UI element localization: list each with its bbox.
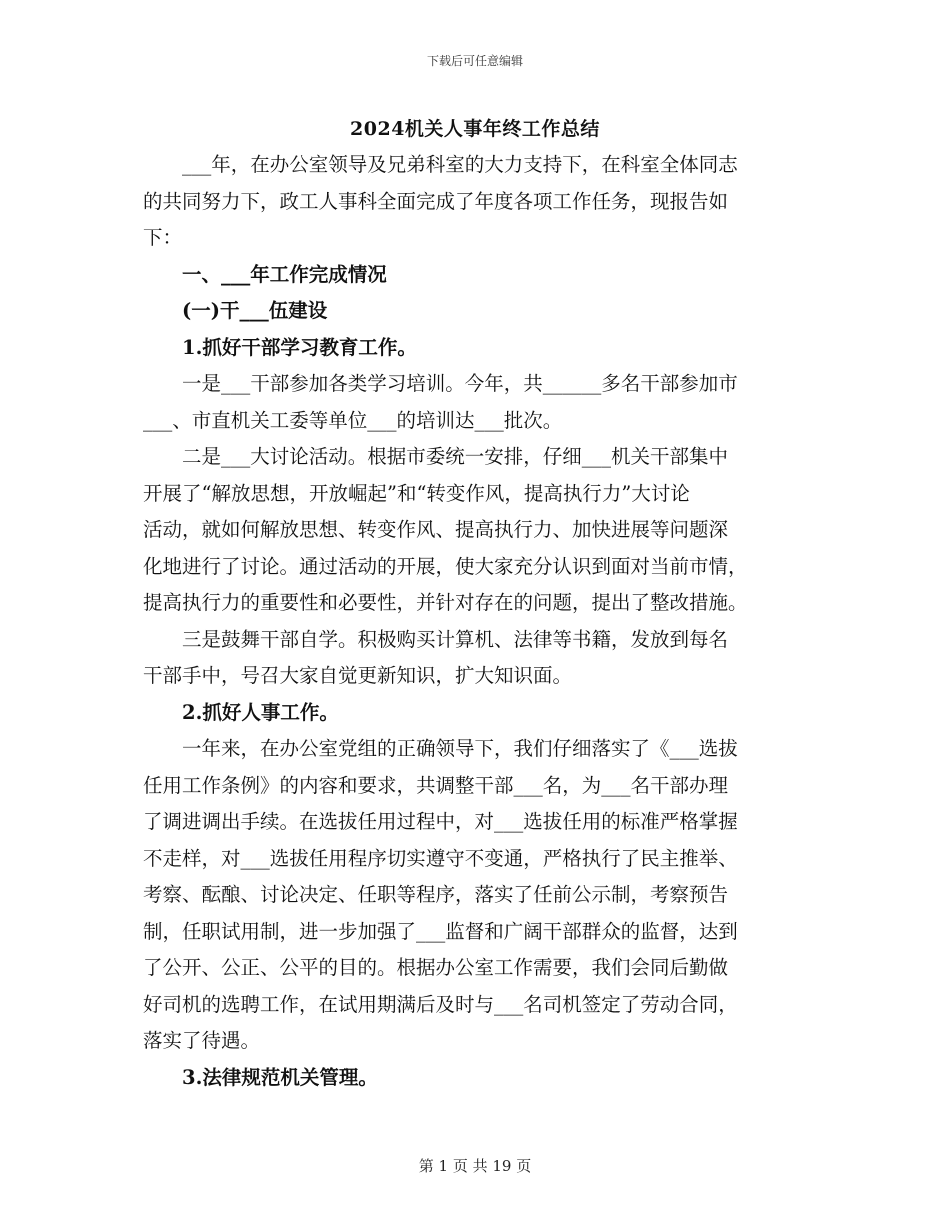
document-title: 2024机关人事年终工作总结 — [350, 118, 600, 140]
body-line: 活动，就如何解放思想、转变作风、提高执行力、加快进展等问题深 — [143, 518, 729, 541]
item-heading: 3.法律规范机关管理。 — [143, 1065, 378, 1089]
body-line: 落实了待遇。 — [143, 1029, 261, 1052]
body-line: 制，任职试用制，进一步加强了___监督和广阔干部群众的监督，达到 — [143, 919, 738, 943]
body-line: 一年来，在办公室党组的正确领导下，我们仔细落实了《___选拔 — [143, 737, 738, 760]
section-heading: 一、___年工作完成情况 — [143, 262, 387, 286]
body-line: 的共同努力下，政工人事科全面完成了年度各项工作任务，现报告如 — [143, 189, 729, 213]
body-line: 一是___干部参加各类学习培训。今年，共______多名干部参加市 — [143, 372, 738, 395]
page-number-footer: 第 1 页 共 19 页 — [418, 1157, 532, 1175]
body-line: ___年，在办公室领导及兄弟科室的大力支持下，在科室全体同志 — [143, 153, 738, 176]
document-body — [143, 147, 809, 1096]
page-header: 下载后可任意编辑 — [426, 54, 523, 68]
body-line: 二是___大讨论活动。根据市委统一安排，仔细___机关干部集中 — [143, 445, 729, 468]
body-line: ___、市直机关工委等单位___的培训达___批次。 — [143, 408, 563, 432]
body-line: 任用工作条例》的内容和要求，共调整干部___名，为___名干部办理 — [143, 773, 729, 797]
item-heading: 1.抓好干部学习教育工作。 — [143, 335, 417, 359]
body-line: 考察、酝酿、讨论决定、任职等程序，落实了任前公示制，考察预告 — [143, 883, 729, 906]
body-line: 干部手中，号召大家自觉更新知识，扩大知识面。 — [143, 664, 573, 687]
subsection-heading: (一)干___伍建设 — [143, 299, 328, 322]
body-line: 化地进行了讨论。通过活动的开展，使大家充分认识到面对当前市情， — [143, 554, 748, 578]
body-line: 好司机的选聘工作，在试用期满后及时与___名司机签定了劳动合同， — [143, 992, 738, 1016]
body-line: 了调进调出手续。在选拔任用过程中，对___选拔任用的标准严格掌握 — [143, 810, 738, 833]
body-line: 了公开、公正、公平的目的。根据办公室工作需要，我们会同后勤做 — [143, 956, 729, 979]
body-line: 三是鼓舞干部自学。积极购买计算机、法律等书籍，发放到每名 — [143, 627, 729, 651]
item-heading: 2.抓好人事工作。 — [143, 700, 339, 724]
body-line: 开展了“解放思想，开放崛起”和“转变作风，提高执行力”大讨论 — [143, 481, 690, 505]
body-line: 提高执行力的重要性和必要性，并针对存在的问题，提出了整改措施。 — [143, 591, 748, 614]
body-line: 下： — [143, 226, 183, 249]
body-line: 不走样，对___选拔任用程序切实遵守不变通，严格执行了民主推举、 — [143, 846, 738, 870]
